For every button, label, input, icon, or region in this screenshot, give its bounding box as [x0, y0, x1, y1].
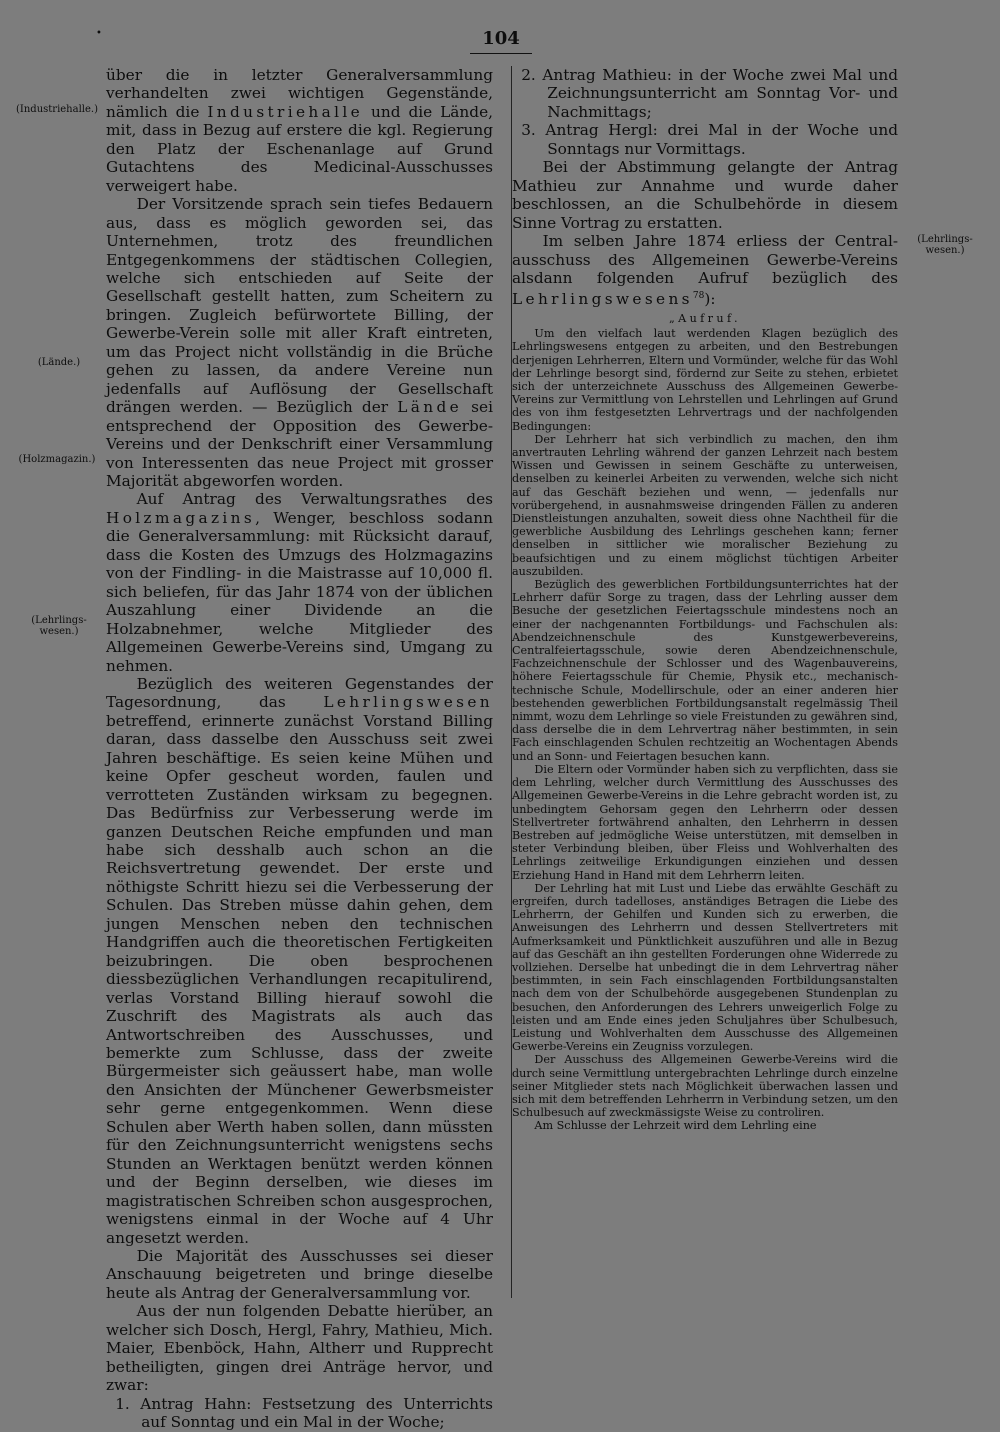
text-run: Bezüglich des weiteren Gegenstandes der Tagesordnung, das — [106, 674, 493, 712]
text-run: sei entsprechend der Opposition des Gewerbe-Vereins und der Denkschrift einer Versammlung von Interessenten das neue Project mit grosser Majorität abgeworfen worden. — [106, 398, 493, 490]
margin-note-line: (Lehrlings- — [917, 234, 973, 245]
text-run: über die in letzter Generalversammlung verhandelten zwei wichtigen Gegenstände, nämlich die — [106, 66, 493, 121]
margin-note-industriehalle: (Industriehalle.) — [16, 104, 98, 115]
paragraph — [106, 490, 493, 675]
list-item: 1. Antrag Hahn: Festsetzung des Unterrichts auf Sonntag und ein Mal in der Woche; — [115, 1394, 493, 1432]
margin-note-line: wesen.) — [925, 245, 965, 256]
text-run: betreffend, erinnerte zunächst Vorstand Billing daran, dass dasselbe den Ausschuss seit zwei Jahren beschäftige. Es seien keine Mühen und keine Opfer gescheut worden, faulen und verrotteten Zuständen wirksam zu begegnen. Das Bedürfniss zur Verbesserung werde im ganzen Deutschen Reiche empfunden und man habe sich desshalb auch schon an die Reichsvertretung gewendet. Der erste und nöthigste Schritt hiezu sei die Verbesserung der Schulen. Das Streben müsse dahin gehen, dem jungen Menschen neben den technischen Handgriffen auch die theoretischen Fertigkeiten beizubringen. Die oben besprochenen diessbezüglichen Verhandlungen recapitulirend, verlas Vorstand Billing hierauf sowohl die Zuschrift des Magistrats als auch das Antwortschreiben des Ausschusses, und bemerkte zum Schlusse, dass der zweite Bürgermeister sich geäussert habe, man wolle den Ansichten der Münchener Gewerbsmeister sehr gerne entgegenkommen. Wenn diese Schulen aber Werth haben sollen, dann müssten für den Zeichnungsunterricht wenigstens sechs Stunden an Werktagen benützt werden können und der Beginn derselben, wie dieses im magistratischen Schreiben schon ausgesprochen, wenigstens einmal in der Woche auf 4 Uhr angesetzt werden. — [106, 711, 493, 1247]
paragraph: Die Majorität des Ausschusses sei dieser Anschauung beigetreten und bringe dieselbe heute als Antrag der Generalversammlung vor. — [106, 1247, 493, 1302]
margin-note-holzmagazin: (Holzmagazin.) — [18, 454, 96, 465]
text-run: , Wenger, beschloss sodann die Generalversammlung: mit Rücksicht darauf, dass die Kosten des Umzugs des Holzmagazins von der Findling- in die Maistrasse auf 10,000 fl. sich beliefen, für das Jahr 1874 von der üblichen Auszahlung einer Dividende an die Holzabnehmer, welche Mitglieder des Allgemeinen Gewerbe-Vereins sind, Umgang zu nehmen. — [106, 508, 493, 675]
text-run: ): — [704, 290, 716, 309]
footnote-ref: 78 — [692, 291, 705, 302]
list-item: 2. Antrag Mathieu: in der Woche zwei Mal und Zeichnungsunterricht am Sonntag Vor- und Nachmittags; — [521, 66, 898, 121]
paragraph: Am Schlusse der Lehrzeit wird dem Lehrling eine — [534, 1119, 817, 1133]
left-column — [106, 66, 493, 1432]
spaced-term: Industriehalle — [207, 102, 364, 121]
margin-note-line: (Lehrlings- — [31, 615, 87, 626]
speck-mark: • — [96, 28, 102, 39]
spaced-term: Holzmagazins — [106, 508, 256, 527]
text-run: Im selben Jahre 1874 erliess der Central-ausschuss des Allgemeinen Gewerbe-Vereins alsdann folgenden Aufruf bezüglich des — [512, 232, 898, 287]
spaced-term: Lehrlingswesen — [323, 693, 493, 712]
text-run: Auf Antrag des Verwaltungsrathes des — [136, 490, 493, 509]
aufruf-block — [512, 312, 898, 1133]
paragraph: Der Lehrherr hat sich verbindlich zu machen, den ihm anvertrauten Lehrling während der ganzen Lehrzeit nach bestem Wissen und Gewissen in seinem Geschäfte zu unterweisen, denselben zu keinerlei Arbeiten zu verwenden, welche sich nicht auf das Geschäft beziehen und wenn, — jedenfalls nur vorübergehend, in ausnahmsweise dringenden Fällen zu anderen Dienstleistungen anzuhalten, soweit diess ohne Nachtheil für die gewerbliche Ausbildung des Lehrlings geschehen kann; ferner denselben in sittlicher wie moralischer Beziehung zu beaufsichtigen und zu einem möglichst tüchtigen Arbeiter auszubilden. — [512, 432, 898, 578]
margin-note-lehrlingswesen-left — [24, 615, 94, 637]
paragraph: Der Ausschuss des Allgemeinen Gewerbe-Vereins wird die durch seine Vermittlung untergebrachten Lehrlinge durch einzelne seiner Mitglieder stets nach Möglichkeit überwachen lassen und sich mit dem betreffenden Lehrherrn in Verbindung setzen, um den Schulbesuch auf zweckmässigste Weise zu controliren. — [512, 1053, 898, 1120]
text-run: Der Vorsitzende sprach sein tiefes Bedauern aus, dass es möglich geworden sei, das Unternehmen, trotz des freundlichen Entgegenkommens der städtischen Collegien, welche sich entschieden auf Seite der Gesellschaft gestellt hatten, zum Scheitern zu bringen. Zugleich befürwortete Billing, der Gewerbe-Verein solle mit aller Kraft eintreten, um das Project nicht vollständig in die Brüche gehen zu lassen, da andere Vereine nun jedenfalls auf Auflösung der Gesellschaft drängen werden. — Bezüglich der — [106, 195, 493, 417]
right-column — [512, 66, 898, 1133]
paragraph — [106, 675, 493, 1247]
spaced-term: Lehrlingswesens — [512, 290, 693, 309]
paragraph — [106, 66, 493, 195]
margin-note-line: wesen.) — [39, 626, 79, 637]
margin-note-laende: (Lände.) — [37, 357, 81, 368]
paragraph: Bezüglich des gewerblichen Fortbildungsunterrichtes hat der Lehrherr dafür Sorge zu tragen, dass der Lehrling ausser dem Besuche der gesetzlichen Feiertagsschule mindestens noch an einer der nachgenannten Fortbildungs- und Fachschulen als: Abendzeichnenschule des Kunstgewerbevereins, Centralfeiertagsschule, sowie deren Abendzeichnenschule, Fachzeichnenschule der Schlosser und des Wagenbauvereins, höhere Feiertagsschule für Chemie, Physik etc., mechanisch-technische Schule, Modellirschule, oder an einer anderen hier bestehenden gewerblichen Fortbildungsanstalt regelmässig Theil nimmt, wozu dem Lehrlinge so viele Freistunden zu gewähren sind, dass derselbe die in dem Lehrvertrag näher bestimmten, in sein Fach einschlagenden Schulen rechtzeitig an Wochentagen Abends und an Sonn- und Feiertagen besuchen kann. — [512, 578, 898, 763]
margin-note-lehrlingswesen-right — [910, 234, 980, 256]
aufruf-title: „Aufruf. — [669, 311, 741, 325]
paragraph: Bei der Abstimmung gelangte der Antrag Mathieu zur Annahme und wurde daher beschlossen, an die Schulbehörde in diesem Sinne Vortrag zu erstatten. — [512, 158, 898, 232]
page-number: 104 — [470, 28, 532, 54]
paragraph: Der Lehrling hat mit Lust und Liebe das erwählte Geschäft zu ergreifen, durch tadelloses, anständiges Betragen die Liebe des Lehrherrn, der Gehilfen und Kunden sich zu erwerben, die Anweisungen des Lehrherrn und dessen Stellvertreters mit Aufmerksamkeit und Pünktlichkeit auszuführen und alle in Bezug auf das Geschäft an ihn gestellten Forderungen ohne Widerrede zu vollziehen. Derselbe hat unbedingt die in dem Lehrvertrag näher bestimmten, in sein Fach einschlagenden Fortbildungsanstalten nach dem von der Schulbehörde ausgegebenen Stundenplan zu besuchen, den Anforderungen des Lehrers unweigerlich Folge zu leisten und am Ende eines jeden Schuljahres über Schulbesuch, Leistung und Wohlverhalten dem Ausschusse des Allgemeinen Gewerbe-Vereins ein Zeugniss vorzulegen. — [512, 881, 898, 1054]
text-run: und die Lände, mit, dass in Bezug auf erstere die kgl. Regierung den Platz der Eschenanlage auf Grund Gutachtens des Medicinal-Ausschusses verweigert habe. — [106, 102, 493, 195]
paragraph: Um den vielfach laut werdenden Klagen bezüglich des Lehrlingswesens entgegen zu arbeiten, und den Bestrebungen derjenigen Lehrherren, Eltern und Vormünder, welche für das Wohl der Lehrlinge besorgt sind, fördernd zur Seite zu stehen, erbietet sich der unterzeichnete Ausschuss des Allgemeinen Gewerbe-Vereins zur Vermittlung von Lehrstellen und Lehrlingen auf Grund des von ihm festgesetzten Lehrvertrags und der nachfolgenden Bedingungen: — [512, 327, 898, 433]
paragraph: Aus der nun folgenden Debatte hierüber, an welcher sich Dosch, Hergl, Fahry, Mathieu, Mich. Maier, Ebenböck, Hahn, Altherr und Rupprecht betheiligten, gingen drei Anträge hervor, und zwar: — [106, 1302, 493, 1395]
paragraph — [512, 232, 898, 309]
spaced-term: Lände — [397, 398, 463, 417]
list-item: 3. Antrag Hergl: drei Mal in der Woche und Sonntags nur Vormittags. — [521, 121, 898, 158]
paragraph: Die Eltern oder Vormünder haben sich zu verpflichten, dass sie dem Lehrling, welcher durch Vermittlung des Ausschusses des Allgemeinen Gewerbe-Vereins in die Lehre gebracht worden ist, zu unbedingtem Gehorsam gegen den Lehrherrn oder dessen Stellvertreter fortwährend anhalten, den Lehrherrn in dessen Bestreben auf jedmögliche Weise unterstützen, mit demselben in steter Verbindung bleiben, über Fleiss und Wohlverhalten des Lehrlings zeitweilige Erkundigungen einziehen und dessen Erziehung Hand in Hand mit dem Lehrherrn leiten. — [512, 762, 898, 882]
paragraph — [106, 195, 493, 490]
